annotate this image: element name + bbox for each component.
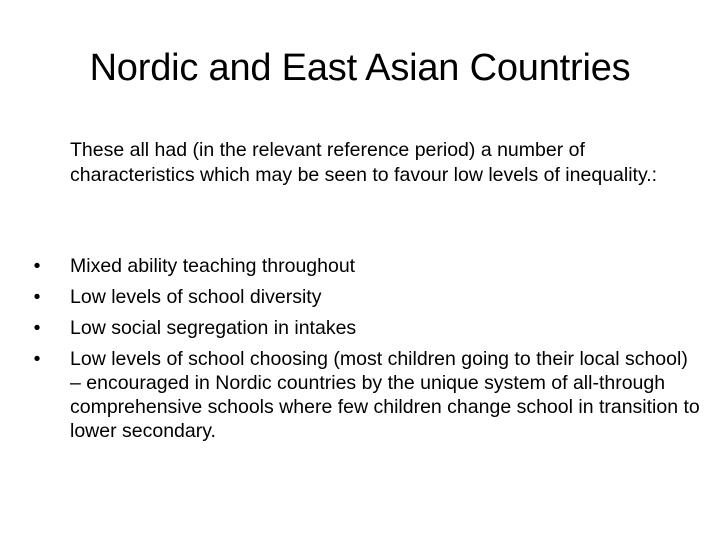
list-item bbox=[30, 347, 700, 443]
list-item bbox=[30, 254, 700, 279]
bullet-text: Low levels of school diversity bbox=[70, 286, 322, 308]
bullet-icon: • bbox=[33, 286, 41, 308]
bullet-text: Mixed ability teaching throughout bbox=[70, 255, 356, 277]
list-item bbox=[30, 285, 700, 310]
bullet-text: Low social segregation in intakes bbox=[70, 317, 357, 339]
bullet-icon: • bbox=[33, 348, 41, 370]
bullet-icon: • bbox=[33, 317, 41, 339]
bullet-list bbox=[30, 254, 700, 449]
intro-paragraph: These all had (in the relevant reference period) a number of characteristics which may be seen to favour low levels of inequality.: bbox=[70, 139, 658, 186]
bullet-text: Low levels of school choosing (most children going to their local school) – encouraged in Nordic countries by the unique system of all-through comprehensive schools where few children change school in transition to lower secondary. bbox=[70, 348, 700, 442]
bullet-icon: • bbox=[33, 255, 41, 277]
slide-title: Nordic and East Asian Countries bbox=[89, 47, 631, 89]
list-item bbox=[30, 316, 700, 341]
